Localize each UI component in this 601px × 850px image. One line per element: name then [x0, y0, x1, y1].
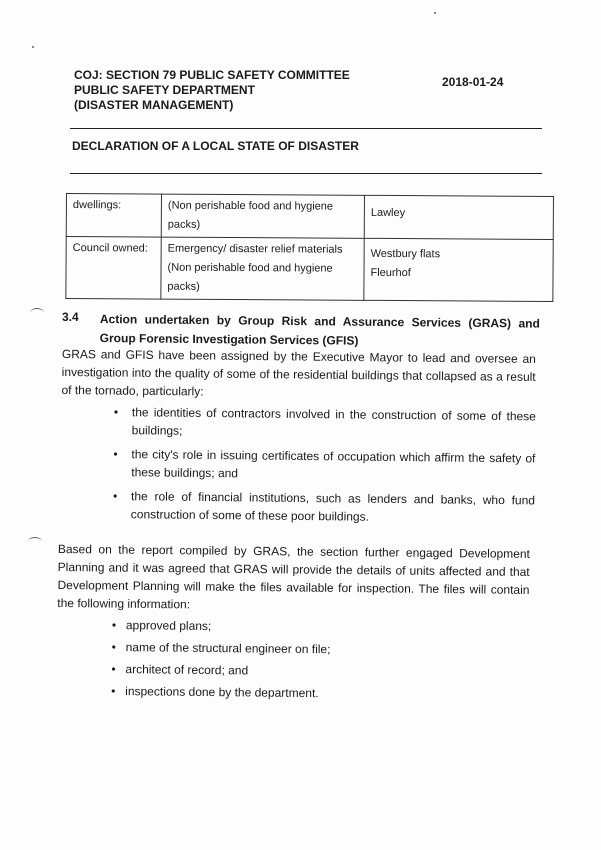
- table-cell: Council owned:: [66, 237, 161, 300]
- header-line-3: (DISASTER MANAGEMENT): [74, 98, 234, 112]
- table-row: [66, 237, 553, 302]
- table-cell: Lawley: [364, 195, 553, 239]
- title-rule: [70, 173, 542, 174]
- section-paragraph-2: Based on the report compiled by GRAS, the section further engaged Development Planning and it was agreed that GRAS will provide the details of units affected and that Development Planning will make the files available for inspection. The files will contain the following information:: [57, 541, 530, 612]
- relief-table: [65, 193, 554, 302]
- bullet-list-2: [111, 616, 412, 707]
- header-rule: [70, 128, 542, 129]
- list-item: • inspections done by the department.: [111, 682, 411, 703]
- list-item: • the identities of contractors involved in the construction of some of these buildings;: [112, 403, 536, 443]
- table-cell: [364, 238, 553, 301]
- table-cell: [161, 237, 364, 300]
- table-cell-line: Emergency/ disaster relief materials: [167, 242, 343, 256]
- section-paragraph-1: GRAS and GFIS have been assigned by the Executive Mayor to lead and oversee an investigation into the quality of some of the residential buildings that collapsed as a result of the tornado, particularly:: [61, 346, 536, 399]
- table-row: [66, 194, 553, 240]
- table-cell-line: (Non perishable food and hygiene packs): [167, 261, 333, 293]
- list-item: • architect of record; and: [111, 660, 411, 681]
- document-header: [74, 68, 350, 113]
- scan-speck: [32, 46, 34, 48]
- table-cell-line: Westbury flats: [370, 247, 441, 261]
- margin-mark: [30, 308, 44, 317]
- section-title: Action undertaken by Group Risk and Assurance Services (GRAS) and Group Forensic Investigation Services (GFIS): [99, 311, 540, 348]
- table-cell-line: Fleurhof: [370, 266, 411, 280]
- declaration-title: DECLARATION OF A LOCAL STATE OF DISASTER: [72, 139, 359, 153]
- list-item: • the role of financial institutions, such as lenders and banks, who fund construction of some of these poor buildings.: [111, 487, 535, 527]
- margin-mark: [28, 537, 42, 546]
- header-line-2: PUBLIC SAFETY DEPARTMENT: [74, 83, 255, 97]
- table-cell: dwellings:: [66, 194, 161, 238]
- header-line-1: COJ: SECTION 79 PUBLIC SAFETY COMMITTEE: [74, 68, 350, 82]
- table-cell: (Non perishable food and hygiene packs): [161, 194, 364, 238]
- scan-speck: [434, 12, 436, 14]
- document-date: 2018-01-24: [442, 75, 504, 89]
- bullet-list-1: [111, 403, 536, 533]
- section-number: 3.4: [62, 310, 79, 324]
- list-item: • name of the structural engineer on file;: [112, 638, 412, 659]
- list-item: • the city's role in issuing certificates of occupation which affirm the safety of these buildings; and: [111, 445, 535, 485]
- list-item: • approved plans;: [112, 616, 412, 637]
